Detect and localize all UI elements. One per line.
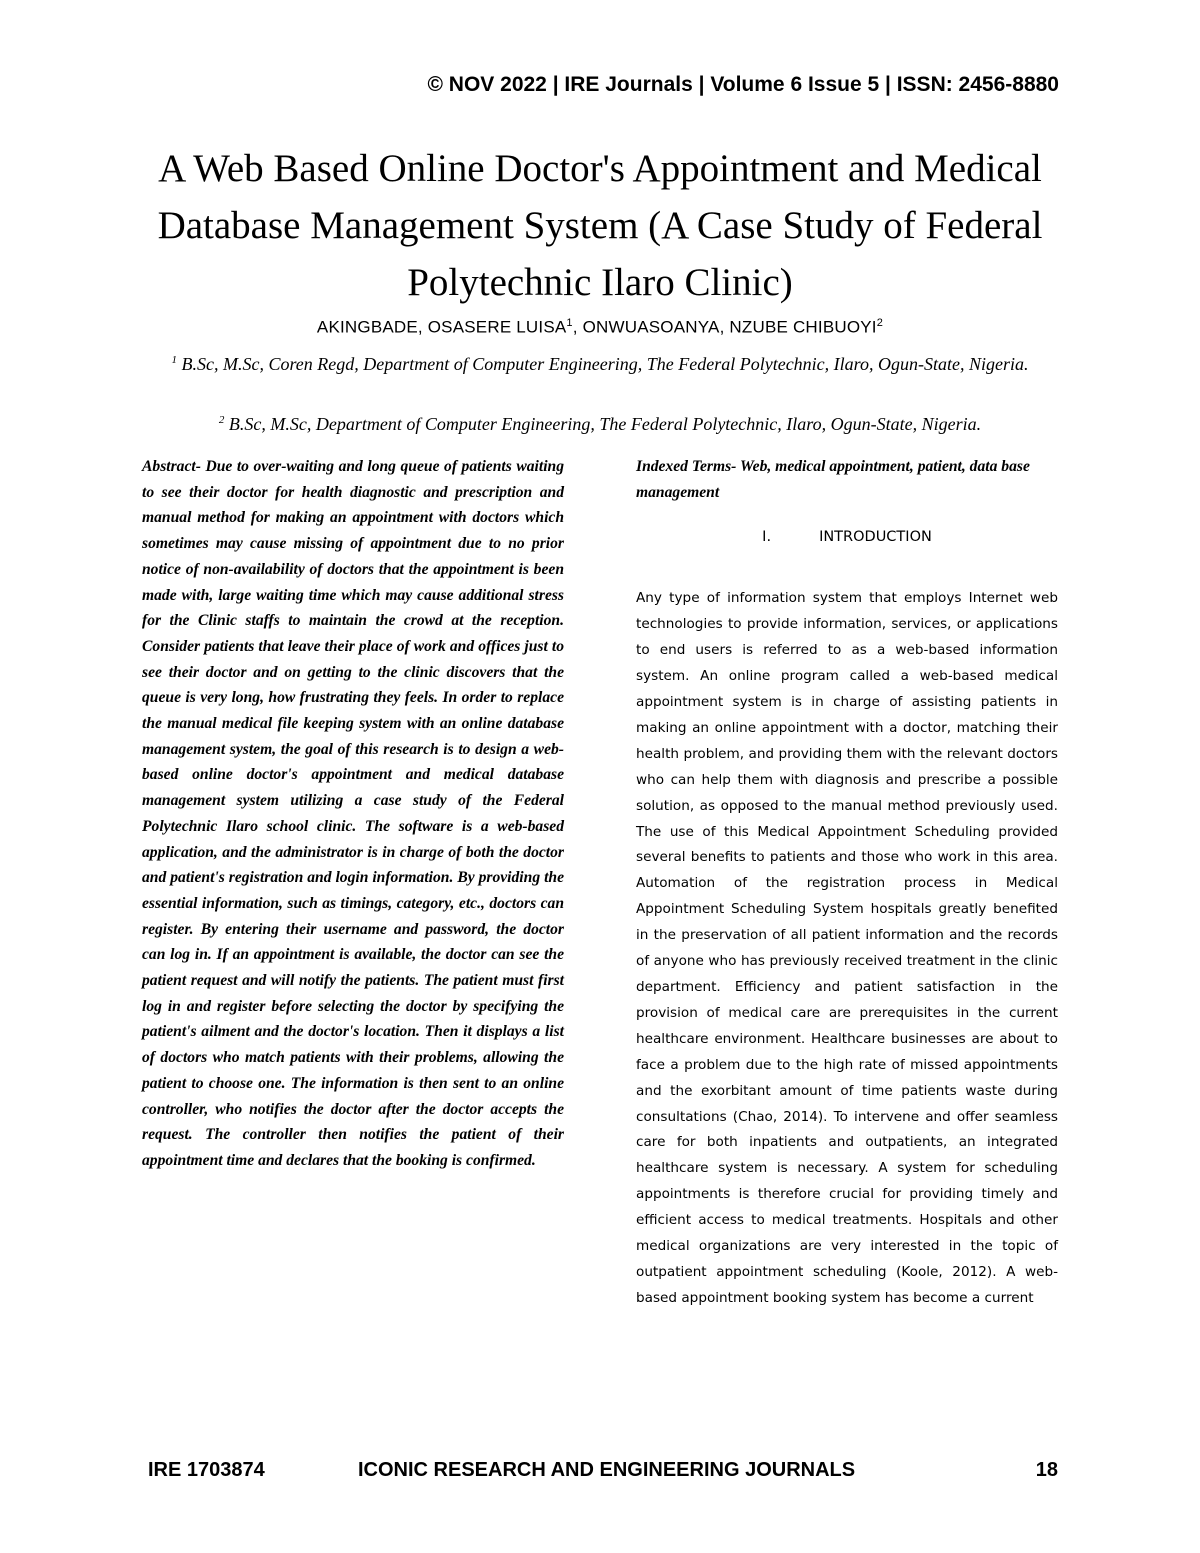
section-title: INTRODUCTION bbox=[819, 529, 932, 546]
affiliation-1-text: B.Sc, M.Sc, Coren Regd, Department of Computer Engineering, The Federal Polytechnic, Ilaro, Ogun-State, Nigeria. bbox=[181, 354, 1029, 374]
footer-page-number: 18 bbox=[1035, 1459, 1058, 1481]
footer-paper-id: IRE 1703874 bbox=[148, 1459, 265, 1481]
page-footer bbox=[148, 1459, 1058, 1487]
left-column bbox=[142, 454, 564, 1174]
author-1: AKINGBADE, OSASERE LUISA bbox=[316, 317, 567, 337]
author-1-mark: 1 bbox=[566, 317, 573, 329]
footer-journal-name: ICONIC RESEARCH AND ENGINEERING JOURNALS bbox=[358, 1459, 856, 1481]
right-column bbox=[636, 454, 1058, 1312]
introduction-text: Any type of information system that employs Internet web technologies to provide information, services, or applications to end users is referred to as a web-based information system. An online program called a web-based medical appointment system is in charge of assisting patients in making an online appointment with a doctor, matching their health problem, and providing them with the relevant doctors who can help them with diagnosis and prescribe a possible solution, as opposed to the manual method previously used. The use of this Medical Appointment Scheduling provided several benefits to patients and those who work in this area. Automation of the registration process in Medical Appointment Scheduling System hospitals greatly benefited in the preservation of all patient information and the records of anyone who has previously received treatment in the clinic department. Efficiency and patient satisfaction in the provision of medical care are prerequisites in the current healthcare environment. Healthcare businesses are about to face a problem due to the high rate of missed appointments and the exorbitant amount of time patients waste during consultations (Chao, 2014). To intervene and offer seamless care for both inpatients and outpatients, an integrated healthcare system is necessary. A system for scheduling appointments is therefore crucial for providing timely and efficient access to medical treatments. Hospitals and other medical organizations are very interested in the topic of outpatient appointment scheduling (Koole, 2012). A web-based appointment booking system has become a current bbox=[636, 590, 1058, 1306]
affiliation-2 bbox=[130, 407, 1070, 437]
affiliation-2-mark: 2 bbox=[218, 414, 225, 426]
paper-title: A Web Based Online Doctor's Appointment and Medical Database Management System (A Case Study of Federal Polytechnic Ilaro Clinic) bbox=[157, 147, 1043, 304]
author-line bbox=[150, 317, 1050, 338]
author-separator: , bbox=[572, 317, 583, 337]
abstract: Abstract- Due to over-waiting and long queue of patients waiting to see their doctor for health diagnostic and prescription and manual method for making an appointment with doctors which sometimes may cause missing of appointment due to no prior notice of non-availability of doctors that the appointment is been made with, large waiting time which may cause additional stress for the Clinic staffs to maintain the crowd at the reception. Consider patients that leave their place of work and offices just to see their doctor and on getting to the clinic discovers that the queue is very long, how frustrating they feels. In order to replace the manual medical file keeping system with an online database management system, the goal of this research is to design a web-based online doctor's appointment and medical database management system utilizing a case study of the Federal Polytechnic Ilaro school clinic. The software is a web-based application, and the administrator is in charge of both the doctor and patient's registration and login information. By providing the essential information, such as timings, category, etc., doctors can register. By entering their username and password, the doctor can log in. If an appointment is available, the doctor can see the patient request and will notify the patients. The patient must first log in and register before selecting the doctor by specifying the patient's ailment and the doctor's location. Then it displays a list of doctors who match patients with their problems, allowing the patient to choose one. The information is then sent to an online controller, who notifies the doctor after the doctor accepts the request. The controller then notifies the patient of their appointment time and declares that the booking is confirmed. bbox=[142, 458, 564, 1169]
running-header: © NOV 2022 | IRE Journals | Volume 6 Issue 5 | ISSN: 2456-8880 bbox=[427, 73, 1059, 96]
section-heading bbox=[636, 525, 1058, 551]
author-2-mark: 2 bbox=[876, 317, 884, 329]
index-terms: Indexed Terms- Web, medical appointment, patient, data base management bbox=[636, 458, 1030, 501]
affiliation-1-mark: 1 bbox=[171, 354, 177, 366]
section-number: I. bbox=[762, 529, 772, 546]
affiliation-2-text: B.Sc, M.Sc, Department of Computer Engineering, The Federal Polytechnic, Ilaro, Ogun-State, Nigeria. bbox=[228, 414, 982, 434]
affiliation-1 bbox=[130, 347, 1070, 377]
author-2: ONWUASOANYA, NZUBE CHIBUOYI bbox=[582, 317, 877, 337]
